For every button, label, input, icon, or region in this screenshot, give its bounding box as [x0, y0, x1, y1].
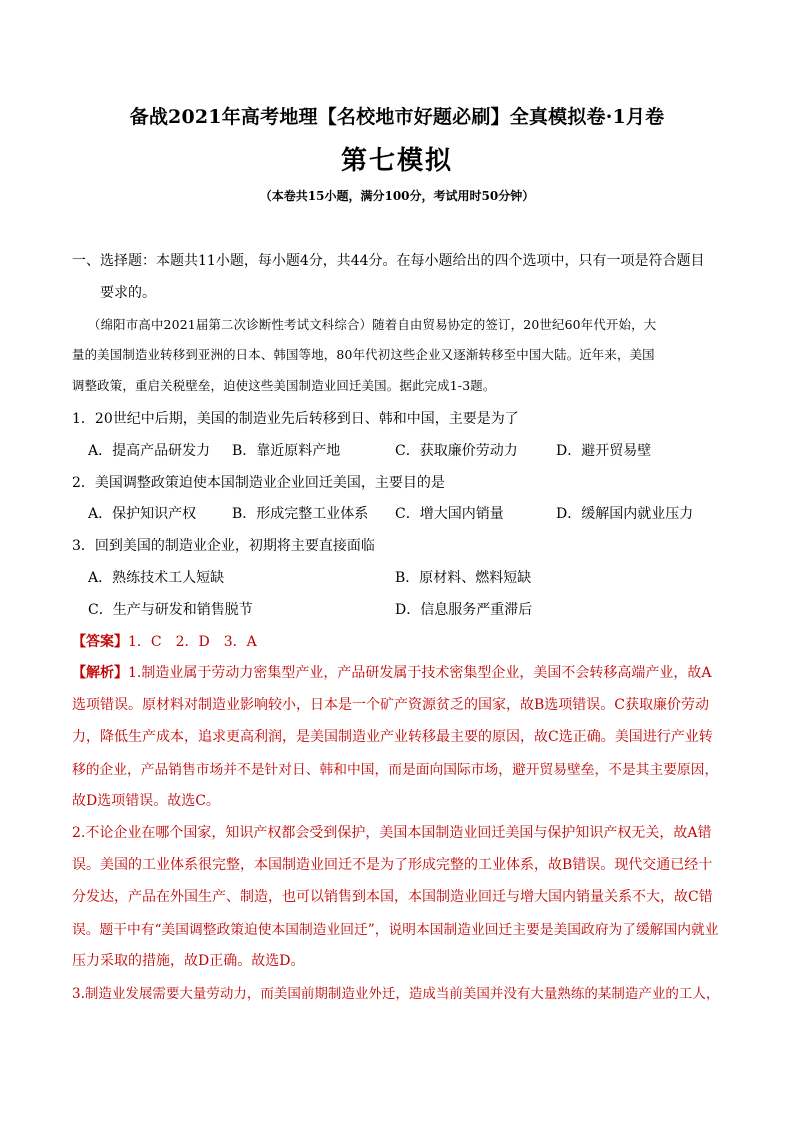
intro-line2: 量的美国制造业转移到亚洲的日本、韩国等地，80年代初这些企业又逐渐转移至中国大陆。近年来，美国: [72, 347, 655, 362]
question-3-stem: 3．回到美国的制造业企业，初期将主要直接面临: [72, 538, 375, 554]
question-2-stem: 2．美国调整政策迫使本国制造业企业回迁美国，主要目的是: [72, 475, 445, 491]
intro-line1: （绵阳市高中2021届第二次诊断性考试文科综合）随着自由贸易协定的签订，20世纪60年代开始，大: [88, 317, 657, 332]
analysis-line-10: 压力采取的措施，故D正确。故选D。: [72, 953, 305, 969]
analysis-label: 【解析】: [72, 665, 128, 681]
exam-subtitle: 第七模拟: [340, 146, 453, 176]
exam-title: 备战2021年高考地理【名校地市好题必刷】全真模拟卷·1月卷: [129, 106, 665, 128]
analysis-line-2: 选项错误。原材料对制造业影响较小，日本是一个矿产资源贫乏的国家，故B选项错误。C获取廉价劳动: [72, 697, 709, 713]
intro-line3: 调整政策，重启关税壁垒，迫使这些美国制造业回迁美国。据此完成1-3题。: [72, 378, 496, 393]
analysis-line-11: 3.制造业发展需要大量劳动力，而美国前期制造业外迁，造成当前美国并没有大量熟练的某制造产业的工人，: [72, 986, 720, 1002]
question-1-stem: 1．20世纪中后期，美国的制造业先后转移到日、韩和中国，主要是为了: [72, 411, 519, 427]
question-3-option-a: A．熟练技术工人短缺: [88, 570, 225, 586]
question-3-option-b: B．原材料、燃料短缺: [395, 570, 532, 586]
analysis-line-7: 误。美国的工业体系很完整，本国制造业回迁不是为了形成完整的工业体系，故B错误。现代交通已经十: [72, 857, 713, 873]
answer-text: 1．C 2．D 3．A: [128, 634, 257, 650]
exam-note: （本卷共15小题，满分100分，考试用时50分钟）: [259, 189, 535, 203]
question-2-option-a: A．保护知识产权: [88, 506, 197, 522]
analysis-line-9: 误。题干中有“美国调整政策迫使本国制造业回迁”，说明本国制造业回迁主要是美国政府为了缓解国内就业: [72, 922, 719, 938]
analysis-line-1: [72, 662, 711, 682]
analysis-line-3: 力，降低生产成本，追求更高利润，是美国制造业产业转移最主要的原因，故C选正确。美国进行产业转: [72, 729, 713, 745]
section-heading-line1: 一、选择题：本题共11小题，每小题4分，共44分。在每小题给出的四个选项中，只有一项是符合题目: [72, 253, 705, 269]
question-1-option-d: D．避开贸易壁: [556, 443, 652, 459]
section-heading-line2: 要求的。: [100, 285, 156, 301]
analysis-line-8: 分发达，产品在外国生产、制造，也可以销售到本国，本国制造业回迁与增大国内销量关系不大，故C错: [72, 889, 713, 905]
question-1-option-c: C．获取廉价劳动力: [395, 443, 518, 459]
question-1-option-a: A．提高产品研发力: [88, 443, 211, 459]
question-2-option-c: C．增大国内销量: [395, 506, 504, 522]
analysis-line-4: 移的企业，产品销售市场并不是针对日、韩和中国，而是面向国际市场，避开贸易壁垒，不是其主要原因，: [72, 762, 719, 778]
analysis-text-1: 1.制造业属于劳动力密集型产业，产品研发属于技术密集型企业，美国不会转移高端产业，故A: [128, 665, 712, 681]
question-1-option-b: B．靠近原料产地: [232, 443, 341, 459]
answer-label: 【答案】: [72, 634, 128, 650]
answer-line: [72, 631, 257, 651]
analysis-line-5: 故D选项错误。故选C。: [72, 793, 220, 809]
question-2-option-d: D．缓解国内就业压力: [556, 506, 694, 522]
question-3-option-d: D．信息服务严重滞后: [395, 602, 533, 618]
question-2-option-b: B．形成完整工业体系: [232, 506, 369, 522]
analysis-line-6: 2.不论企业在哪个国家，知识产权都会受到保护，美国本国制造业回迁美国与保护知识产权无关，故A错: [72, 825, 712, 841]
question-3-option-c: C．生产与研发和销售脱节: [88, 602, 253, 618]
